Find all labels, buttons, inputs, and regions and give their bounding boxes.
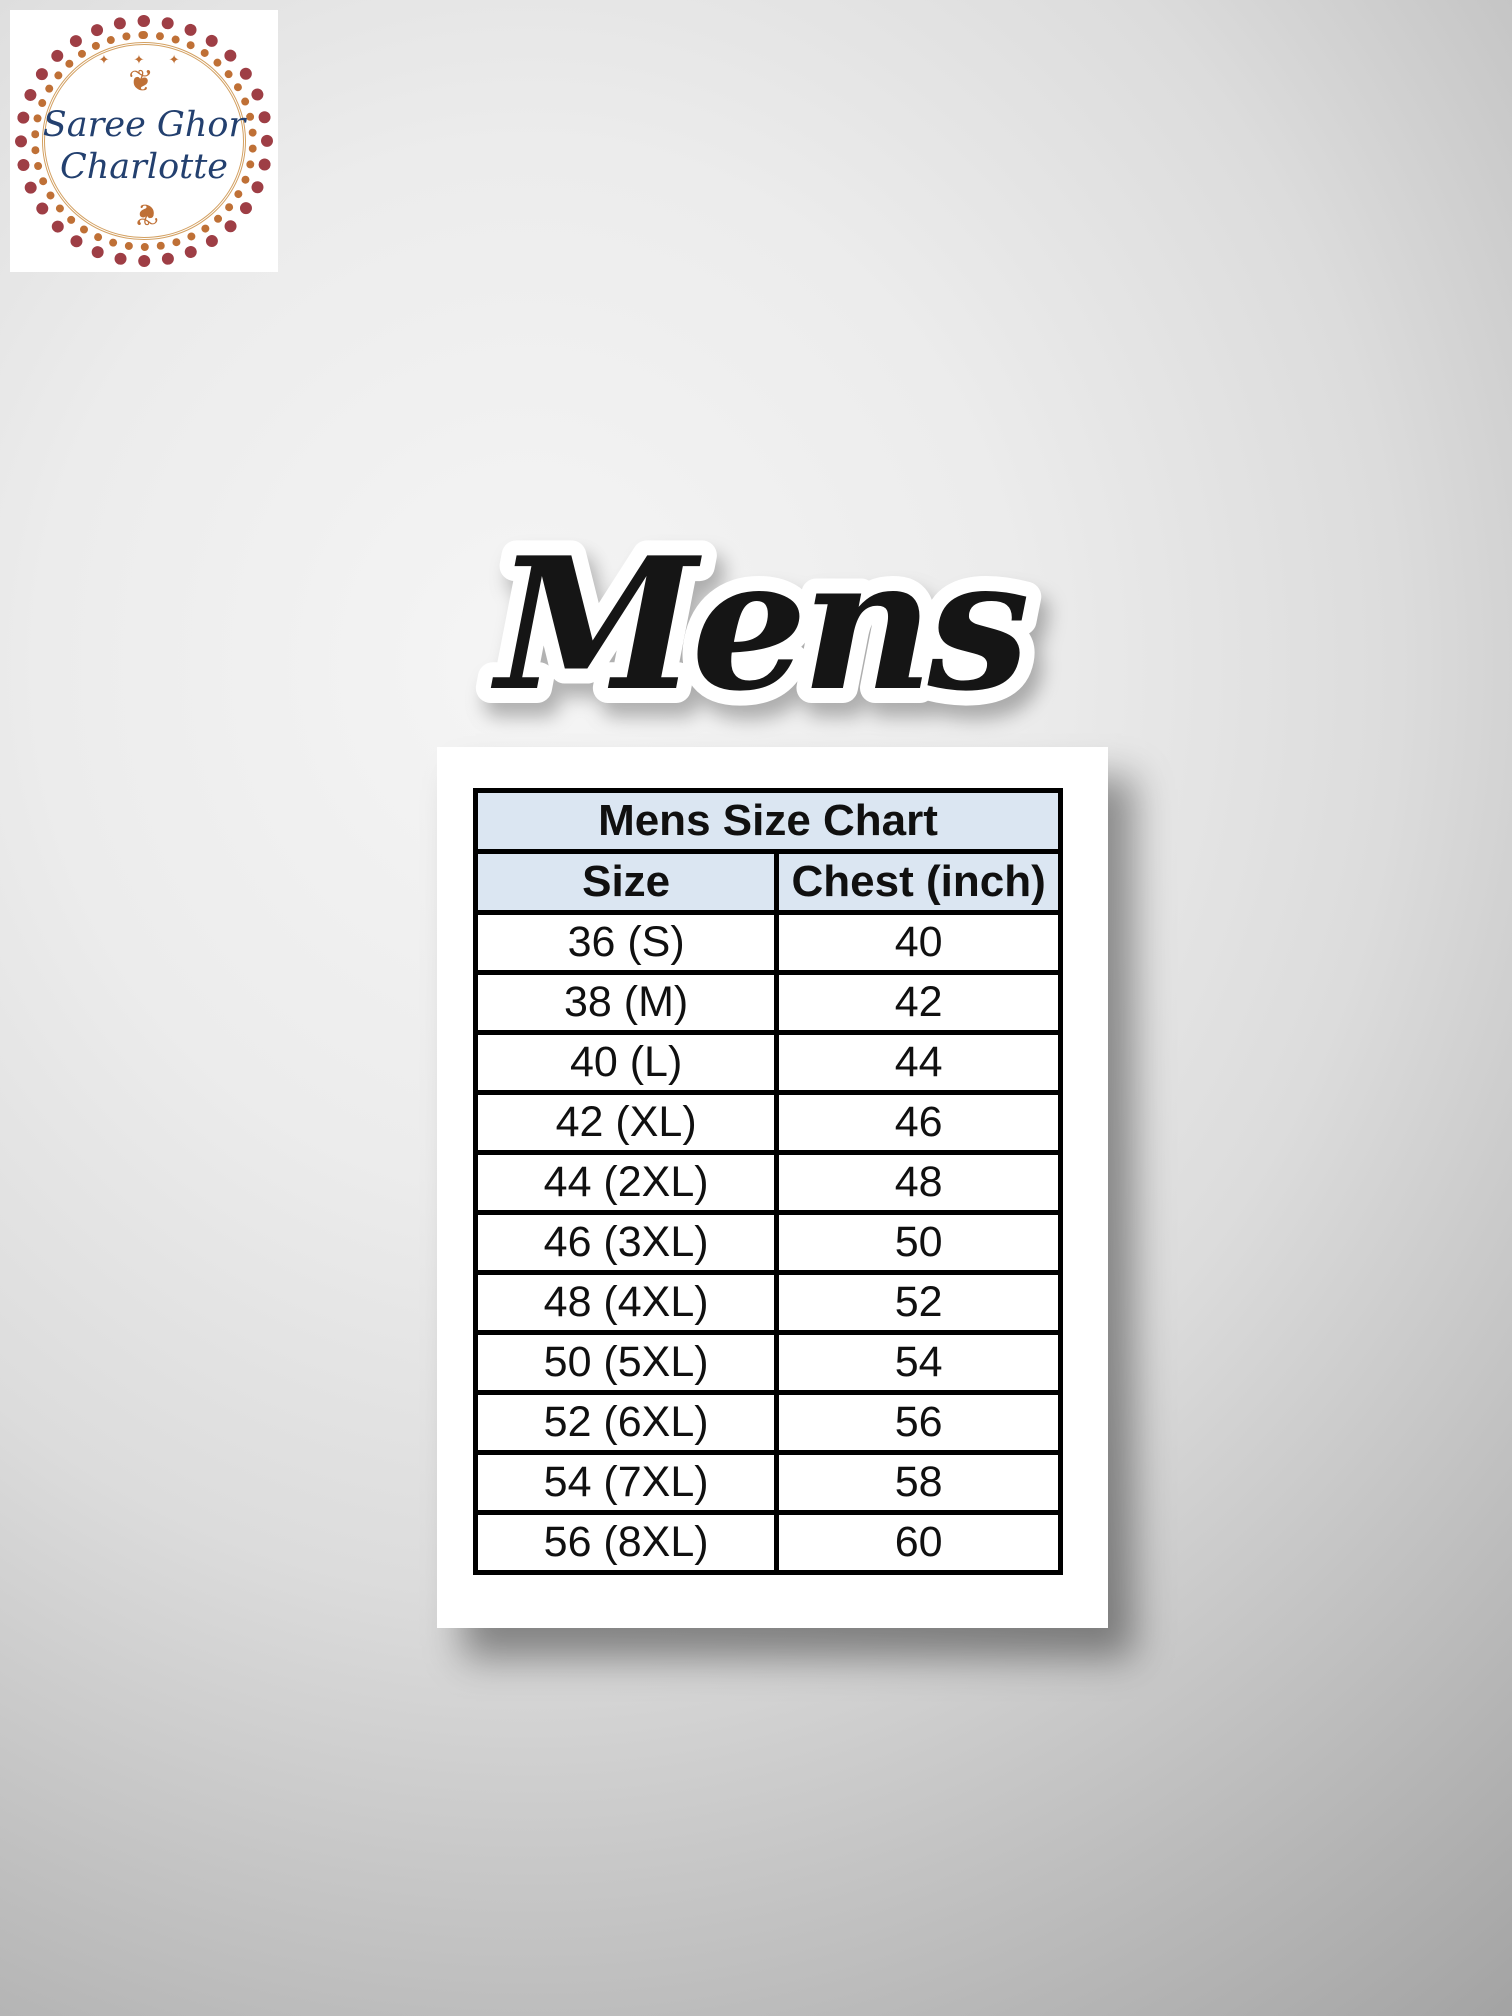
table-row [476, 1093, 1061, 1153]
size-chart-table [473, 788, 1063, 1575]
size-cell: 54 (7XL) [476, 1453, 777, 1513]
table-title-row [476, 791, 1061, 852]
size-cell: 44 (2XL) [476, 1153, 777, 1213]
size-cell: 38 (M) [476, 973, 777, 1033]
mens-title-text: Mens [495, 517, 1025, 731]
size-cell: 48 (4XL) [476, 1273, 777, 1333]
size-cell: 56 (8XL) [476, 1513, 777, 1573]
size-chart-card [437, 747, 1108, 1628]
logo-brand-name-line2: Charlotte [59, 146, 229, 187]
size-cell: 36 (S) [476, 913, 777, 973]
logo-flourish-bottom-icon: ❦ [128, 195, 160, 231]
logo-accent-top-icon: ✦ ✦ ✦ [98, 53, 190, 69]
table-row [476, 1273, 1061, 1333]
chest-cell: 52 [777, 1273, 1061, 1333]
chest-cell: 46 [777, 1093, 1061, 1153]
table-row [476, 1513, 1061, 1573]
chest-cell: 44 [777, 1033, 1061, 1093]
table-row [476, 1213, 1061, 1273]
column-header-size: Size [476, 852, 777, 913]
table-row [476, 1153, 1061, 1213]
chest-cell: 48 [777, 1153, 1061, 1213]
logo-brand-name-line1: Saree Ghor [42, 105, 246, 146]
table-row [476, 1033, 1061, 1093]
chest-cell: 42 [777, 973, 1061, 1033]
chest-cell: 56 [777, 1393, 1061, 1453]
table-row [476, 913, 1061, 973]
brand-logo [10, 10, 278, 272]
logo-flourish-top-icon: ❦ [128, 64, 160, 100]
mens-title-sticker [430, 496, 1090, 754]
table-row [476, 1393, 1061, 1453]
size-cell: 50 (5XL) [476, 1333, 777, 1393]
chest-cell: 58 [777, 1453, 1061, 1513]
size-cell: 42 (XL) [476, 1093, 777, 1153]
size-chart-title: Mens Size Chart [476, 791, 1061, 852]
logo-content [10, 10, 278, 272]
chest-cell: 54 [777, 1333, 1061, 1393]
table-header-row [476, 852, 1061, 913]
table-row [476, 1453, 1061, 1513]
size-cell: 46 (3XL) [476, 1213, 777, 1273]
size-cell: 52 (6XL) [476, 1393, 777, 1453]
chest-cell: 60 [777, 1513, 1061, 1573]
table-row [476, 973, 1061, 1033]
column-header-chest: Chest (inch) [777, 852, 1061, 913]
chest-cell: 50 [777, 1213, 1061, 1273]
chest-cell: 40 [777, 913, 1061, 973]
size-cell: 40 (L) [476, 1033, 777, 1093]
table-row [476, 1333, 1061, 1393]
